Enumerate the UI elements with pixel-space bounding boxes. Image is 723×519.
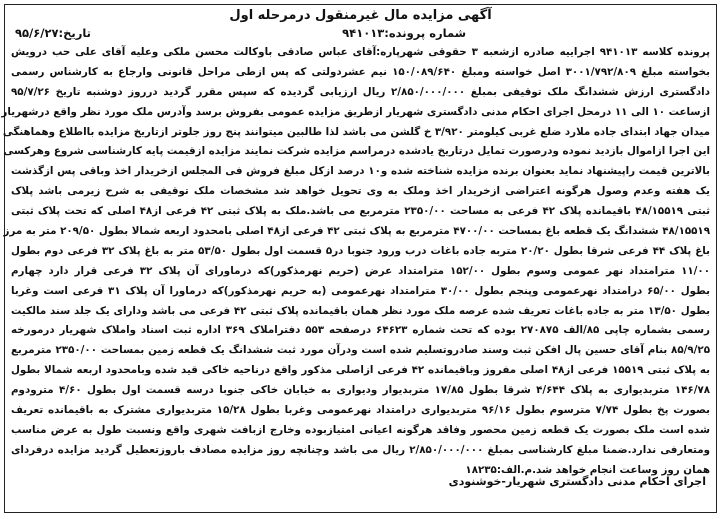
body-line: باغ پلاک ۴۴ فرعی شرقا بطول ۲۰/۲۰ متربه جاده باغات درب ورود جنوبا در۵ قسمت اول بطول ۵۳/۵۰ متر به باغ پلاک ۳۲ فرعی دوم بطول [11,244,710,257]
auction-notice [1,4,717,513]
notice-body [1,43,711,481]
body-line: بطول ۶۵/۰۰ درامتداد نهرعمومی وپنجم بطول ۳۰/۰۰ مترامتداد نهرعمومی (به حریم نهرمذکور)که درماورا آن پلاک ۳۱ فرعی است وغربا [11,284,711,297]
body-line: بخواسته مبلغ ۳۰۰۱/۷۹۲/۸۰۹ اصل خواسته ومبلغ ۱۵۰/۰۸۹/۶۴۰ نیم عشردولتی که پس ازطی مراحل قانونی وارجاع به کارشناس رسمی [11,65,710,78]
body-line: یک هفته وعدم وصول هرگونه اعتراضی ازخریدار اخذ وملک به وی تحویل خواهد شد مشخصات ملک توقیفی به شرح زیرمی باشد پلاک [11,185,710,198]
body-line: ۴۸/۱۵۵۱۹ ششدانگ یک قطعه باغ بمساحت ۴۷۰۰/۰۰ مترمربع به پلاک ثبتی ۴۲ فرعی از۴۸ اصلی بامحدود اربعه شمالا بطول ۲۰۹/۵۰ متر به مرز [3,225,710,238]
signature: اجرای احکام مدنی دادگستری شهریار-خوشنودی [448,475,706,488]
body-line: ۱۱/۰۰ مترامتداد نهر عمومی وسوم بطول ۱۵۲/۰۰ مترامتداد عرض (حریم نهرمذکور)که درماورای آن پلاک ۳۲ فرعی قرار دارد چهارم [11,264,710,277]
notice-title: آگهی مزایده مال غیرمنقول درمرحله اول [229,8,492,23]
body-line: همان روز وساعت انجام خواهد شد.م.الف:۱۸۲۳۵ [465,463,710,476]
body-line: رسمی بشماره چاپی ۸۵/الف ۲۷۰۸۷۵ بوده که تحت شماره ۶۴۶۲۳ درصفحه ۵۵۳ دفتراملاک ۳۶۹ اداره ثبت اسناد واملاک شهریار درمورخه [11,324,710,337]
body-line: بطول ۱۳/۵۰ متر به جاده باغات تعریف شده عرصه ملک مورد نظر همان باقیمانده پلاک ثبتی ۴۲ فرعی می باشد ودارای یک جلد سند مالکیت [11,304,711,317]
body-line: بالاترین قیمت راپیشنهاد نماید بعنوان برنده مزایده شناخته شده و۱۰ درصد ازکل مبلغ فروش فی المجلس ازخریدار اخذ وباقی پس ازگذشت [11,165,711,178]
body-line: میدان جهاد ابتدای جاده ملارد ضلع غربی کیلومتر ۳/۹۲۰ خ گلشن می باشد لذا طالبین میتوانند پنج روز جلوتر ازتاریخ مزایده بااطلاع وهماهنگی [2,125,710,138]
body-line: دادگستری ارزش ششدانگ ملک توقیفی بمبلغ ۲/۸۵۰/۰۰۰/۰۰۰ ریال ارزیابی گردیده که سپس مقرر گردید درروز دوشنبه تاریخ ۹۵/۷/۲۶ [11,85,710,98]
body-line: شده است ملک بصورت یک قطعه زمین محصور وفاقد هرگونه اعیانی امتیازبوده وخارج ازبافت شهری واقع ونسبت طول به عرض مناسب [11,423,710,436]
body-line: این اجرا ازاموال بازدید نموده ودرصورت تمایل درتاریخ یادشده درمراسم مزایده شرکت نمایند مزایده ازقیمت پایه کارشناسی شروع وهرکسی [3,145,710,158]
body-line: ۸۵/۹/۲۵ بنام آقای حسین پال افکن ثبت وسند صادروتسلیم شده است ودرآن مورد ثبت ششدانگ یک قطعه زمین بمساحت ۲۳۵۰/۰۰ مترمربع [11,344,710,357]
notice-date: تاریخ:۹۵/۶/۲۷ [15,26,91,40]
body-line: ۱۴۶/۷۸ متربدیواری به پلاک ۴/۶۴۴ شرقا بطول ۱۷/۸۵ متربدیوار ودیواری به خیابان خاکی جنوبا درسه قسمت اول بطول ۴/۶۰ مترودوم [11,384,711,397]
body-line: پرونده کلاسه ۹۴۱۰۱۳ اجراییه صادره ازشعبه ۳ حقوقی شهرپاره:آقای عباس صادقی باوکالت محسن ملکی وعلیه آقای علی حب درویش [11,46,710,58]
body-line: ومتعارفی ندارد.ضمنا مبلغ کارشناسی بمبلغ ۲/۸۵۰/۰۰۰/۰۰۰ ریال می باشد وچنانچه روز مزایده مصادف باروزتعطیل گردید مزایده درفردای [11,443,710,456]
file-number: شماره پرونده:۹۴۱۰۱۳ [342,26,466,40]
body-line: ثبتی ۴۸/۱۵۵۱۹ باقیمانده پلاک ۴۲ فرعی به مساحت ۲۳۵۰/۰۰ مترمربع می باشد.ملک به پلاک ثبتی ۴۲ فرعی از۴۸ اصلی که تحت پلاک ثبتی [11,205,710,218]
notice-meta [5,25,716,41]
body-line: بصورت پخ بطول ۷/۷۴ مترسوم بطول ۹۶/۱۶ متربدیواری درامتداد نهرعمومی وغربا بطول ۱۵/۲۸ متربدیواری مشترک به باقیمانده تعریف [11,404,711,417]
body-line: به پلاک ثبتی ۱۵۵۱۹ فرعی از۴۸ اصلی مفروز وباقیمانده ۴۲ فرعی ازاصلی مذکور واقع درناحیه خاکی قید شده وبامحدود اربعه شمالا بطول [11,364,710,377]
body-line: ازساعت ۱۰ الی ۱۱ درمحل اجرای احکام مدنی دادگستری شهریار ازطریق مزایده عمومی بفروش برسد وآدرس ملک مورد نظر واقع درشهریار [1,105,710,118]
